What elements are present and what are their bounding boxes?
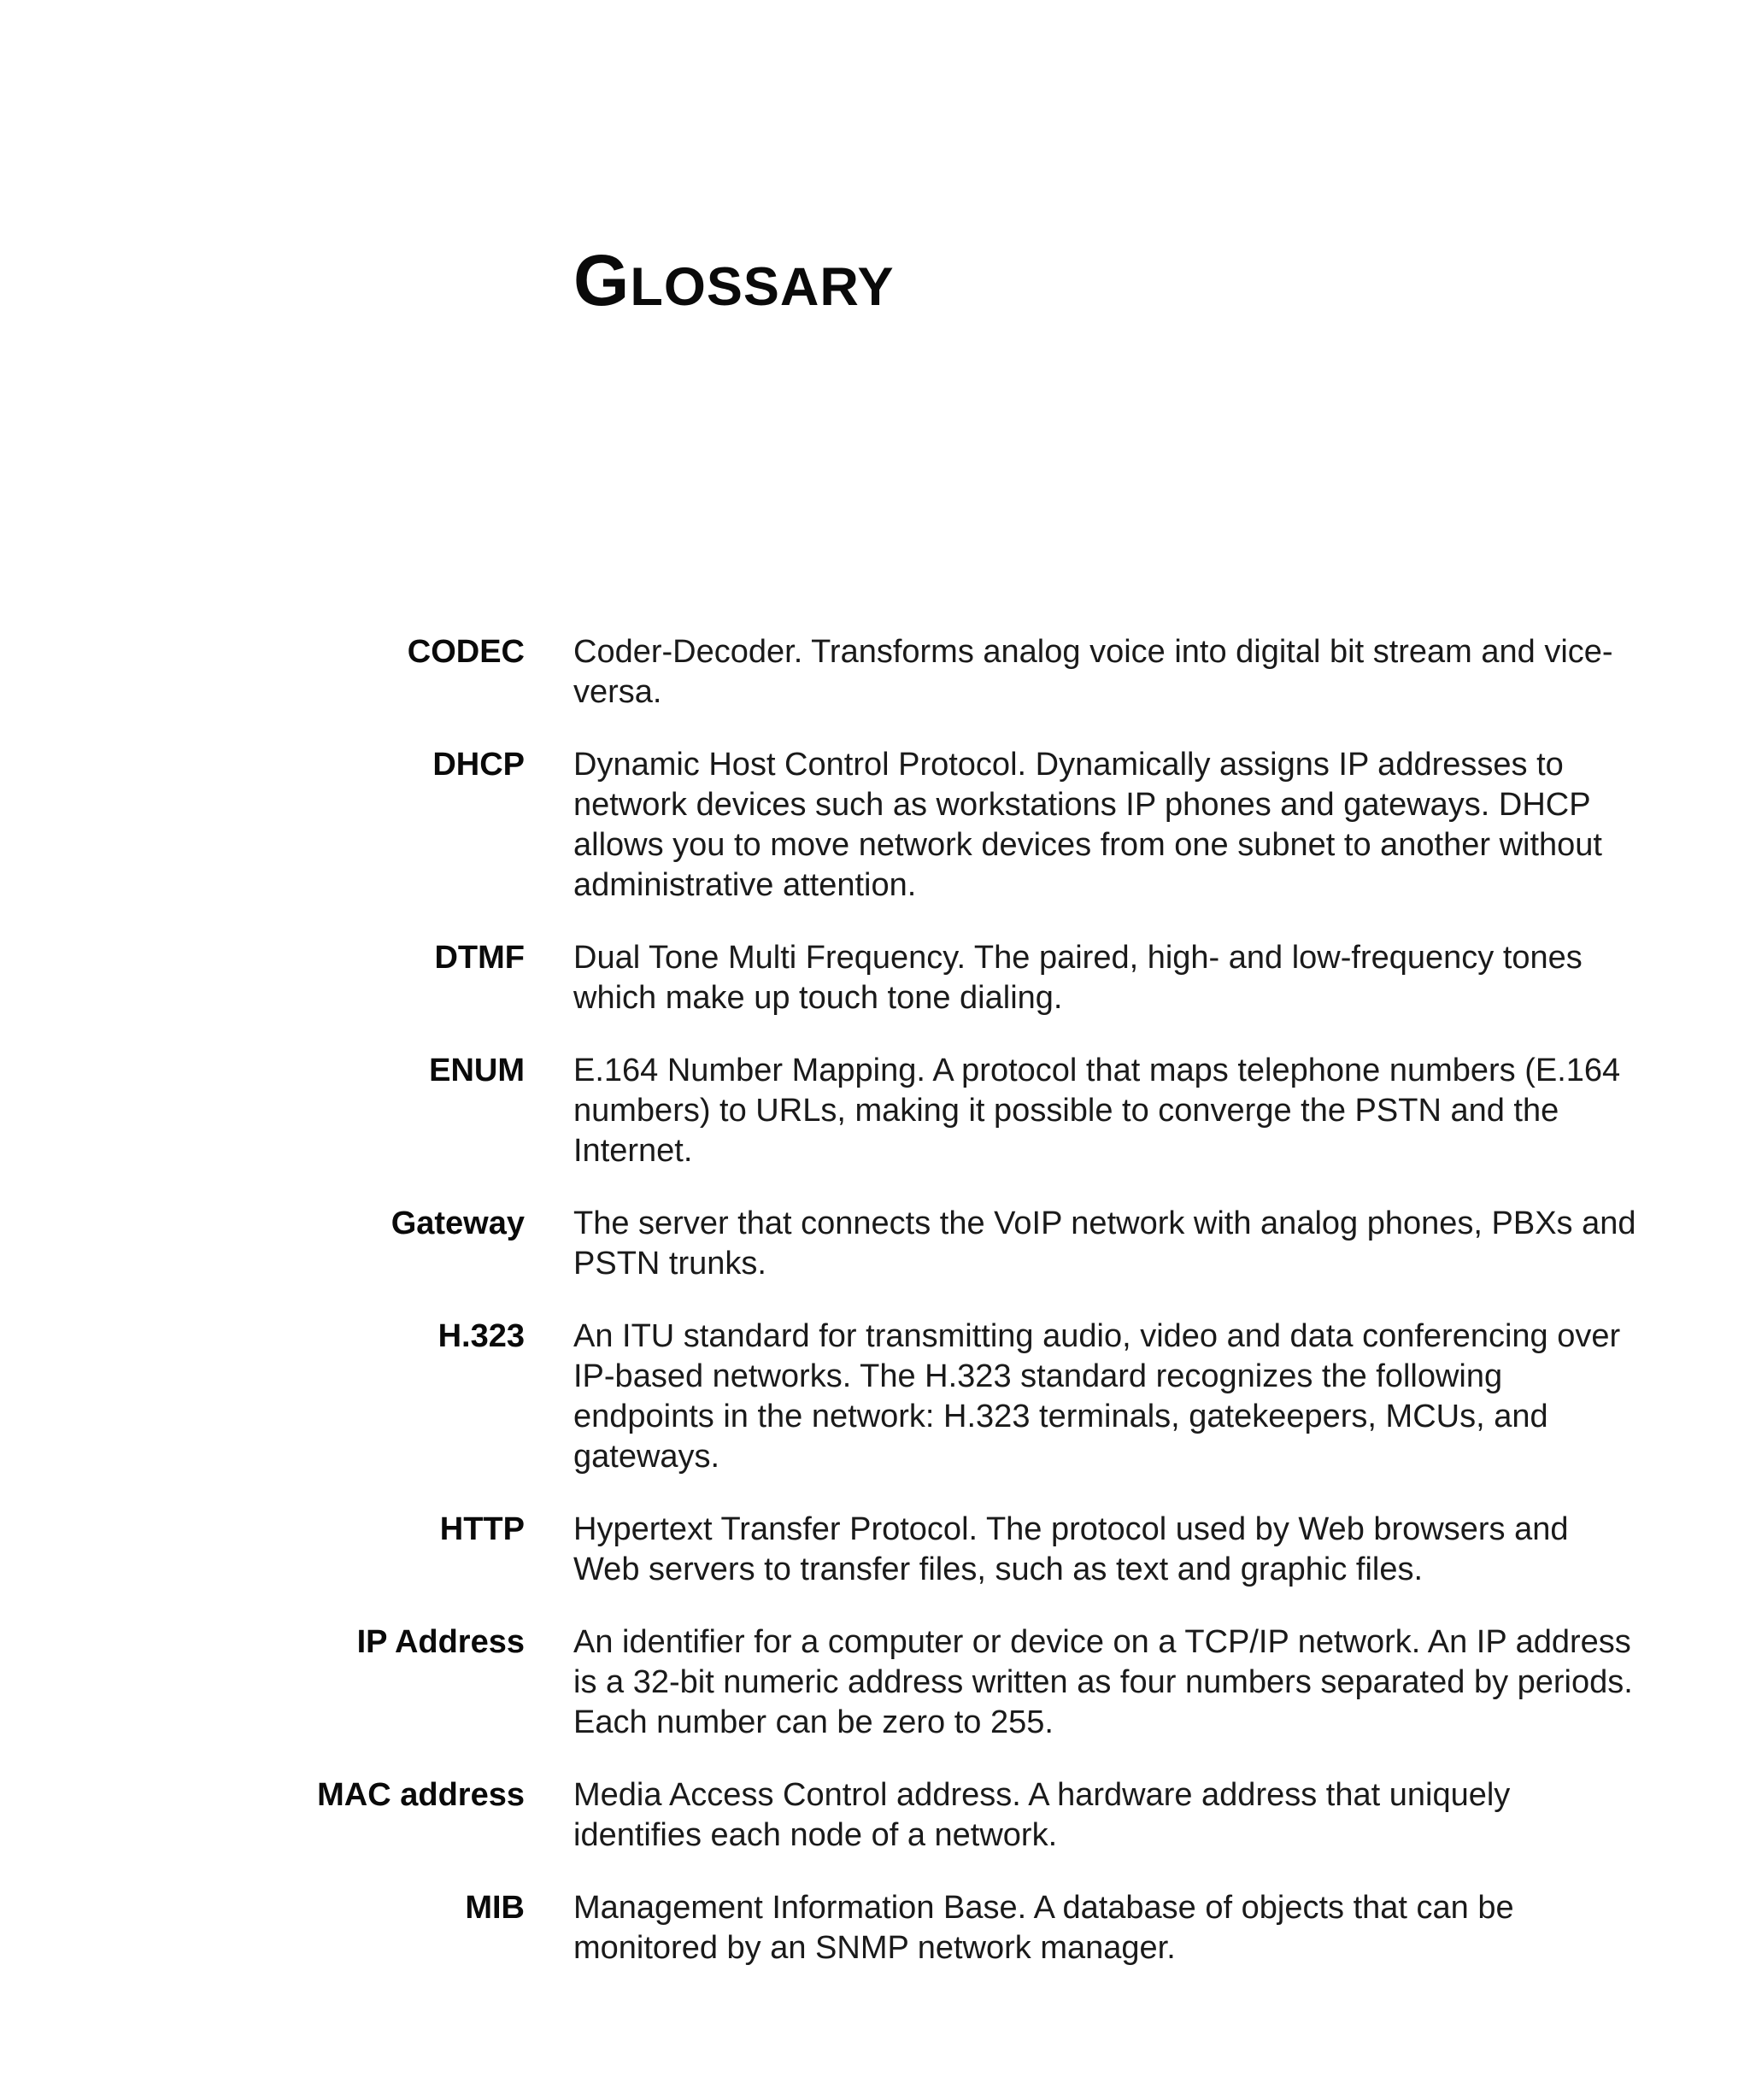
glossary-entry-http — [0, 1510, 1750, 1590]
glossary-entry-gateway — [0, 1204, 1750, 1284]
glossary-term: HTTP — [439, 1511, 525, 1547]
glossary-entry-h323 — [0, 1317, 1750, 1477]
page-title-initial: G — [573, 240, 631, 320]
glossary-entry-ip-address — [0, 1622, 1750, 1743]
glossary-list — [0, 632, 1750, 2001]
glossary-definition: Dual Tone Multi Frequency. The paired, high- and low-frequency tones which make up touch tone dialing. — [573, 940, 1583, 1016]
glossary-definition: Management Information Base. A database of objects that can be monitored by an SNMP network manager. — [573, 1890, 1514, 1966]
glossary-definition: Dynamic Host Control Protocol. Dynamically assigns IP addresses to network devices such as workstations IP phones and gateways. DHCP allows you to move network devices from one subnet to another without administrative attention. — [573, 747, 1602, 903]
glossary-term: MIB — [465, 1890, 525, 1926]
glossary-definition: Media Access Control address. A hardware address that uniquely identifies each node of a network. — [573, 1777, 1511, 1853]
glossary-entry-enum — [0, 1051, 1750, 1171]
glossary-definition: Hypertext Transfer Protocol. The protocol used by Web browsers and Web servers to transfer files, such as text and graphic files. — [573, 1511, 1569, 1587]
glossary-term: DTMF — [434, 940, 525, 976]
glossary-term: CODEC — [407, 634, 525, 670]
glossary-definition: An identifier for a computer or device on a TCP/IP network. An IP address is a 32-bit numeric address written as four numbers separated by periods. Each number can be zero to 255. — [573, 1624, 1633, 1740]
page-title-rest: LOSSARY — [630, 257, 895, 317]
glossary-entry-mac-address — [0, 1775, 1750, 1856]
glossary-definition: An ITU standard for transmitting audio, video and data conferencing over IP-based networks. The H.323 standard recognizes the following endpoints in the network: H.323 terminals, gatekeepers, MCUs, and gateways. — [573, 1318, 1621, 1475]
glossary-definition: E.164 Number Mapping. A protocol that maps telephone numbers (E.164 numbers) to URLs, making it possible to converge the PSTN and the Internet. — [573, 1053, 1621, 1169]
glossary-term: Gateway — [391, 1205, 525, 1241]
glossary-definition: The server that connects the VoIP network with analog phones, PBXs and PSTN trunks. — [573, 1205, 1636, 1282]
glossary-entry-dtmf — [0, 938, 1750, 1018]
glossary-entry-codec — [0, 632, 1750, 713]
glossary-entry-dhcp — [0, 745, 1750, 906]
glossary-entry-mib — [0, 1888, 1750, 1968]
glossary-term: MAC address — [317, 1777, 525, 1813]
glossary-term: IP Address — [356, 1624, 525, 1660]
glossary-term: DHCP — [432, 747, 525, 783]
glossary-term: ENUM — [429, 1053, 525, 1088]
glossary-term: H.323 — [438, 1318, 525, 1354]
page-title — [573, 240, 895, 320]
glossary-definition: Coder-Decoder. Transforms analog voice into digital bit stream and vice-versa. — [573, 634, 1613, 710]
